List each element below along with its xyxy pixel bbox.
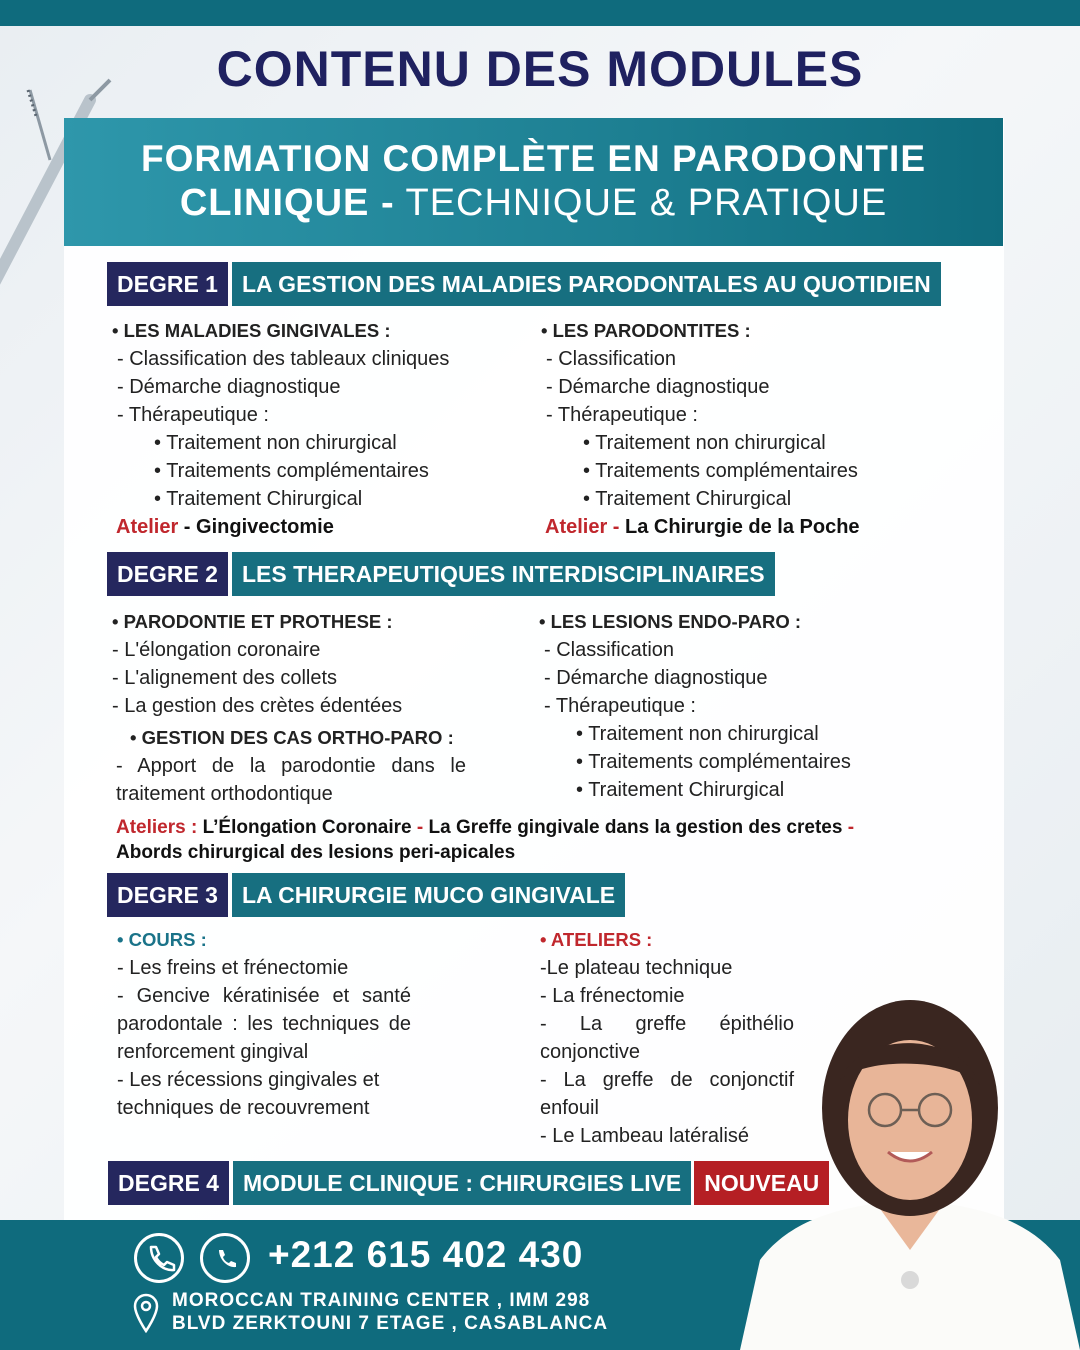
atelier-separator: -	[847, 817, 855, 838]
degree-2-tag: DEGRE 2	[107, 552, 228, 596]
list-item: - La gestion des crètes édentées	[112, 695, 403, 717]
atelier-item: La Greffe gingivale dans la gestion des cretes	[428, 817, 848, 838]
location-pin-icon	[133, 1293, 159, 1333]
sub-item: • Traitement non chirurgical	[583, 432, 826, 454]
sub-item: • Traitements complémentaires	[154, 460, 429, 482]
degree-1-right-heading: • LES PARODONTITES :	[541, 320, 751, 341]
degree-3-cours-column	[117, 926, 411, 1122]
list-item: - La greffe épithélio conjonctive	[540, 1013, 794, 1063]
sub-item: • Traitement Chirurgical	[154, 488, 363, 510]
ateliers-label: Ateliers :	[116, 817, 198, 838]
degree-4-title: MODULE CLINIQUE : CHIRURGIES LIVE	[233, 1161, 691, 1205]
degree-2-left-heading: • PARODONTIE ET PROTHESE :	[112, 611, 393, 632]
degree-4-tag: DEGRE 4	[108, 1161, 229, 1205]
list-item: - Thérapeutique :	[546, 404, 698, 426]
list-item: -Le plateau technique	[540, 957, 733, 979]
degree-1-left-heading: • LES MALADIES GINGIVALES :	[112, 320, 391, 341]
degree-2-header	[107, 552, 775, 596]
degree-2-ateliers	[116, 815, 876, 865]
list-item: - Démarche diagnostique	[117, 376, 341, 398]
list-item: - Le Lambeau latéralisé	[540, 1125, 750, 1147]
list-item: - L'alignement des collets	[112, 667, 338, 689]
list-item: - Classification	[546, 348, 677, 370]
degree-2-left-column	[112, 608, 472, 808]
list-item: - La frénectomie	[540, 985, 685, 1007]
degree-2-left-heading-2: • GESTION DES CAS ORTHO-PARO :	[130, 727, 454, 748]
phone-icon[interactable]	[134, 1233, 184, 1283]
sub-item: • Traitement Chirurgical	[576, 779, 785, 801]
atelier-separator: -	[416, 817, 429, 838]
degree-3-tag: DEGRE 3	[107, 873, 228, 917]
list-item: - Apport de la parodontie dans le traitement orthodontique	[116, 755, 466, 805]
list-item: - La greffe de conjonctif enfouil	[540, 1069, 794, 1119]
ateliers-heading: • ATELIERS :	[540, 929, 653, 950]
banner-line-2-bold: CLINIQUE -	[179, 182, 395, 224]
degree-4-header	[108, 1161, 829, 1205]
degree-2-title: LES THERAPEUTIQUES INTERDISCIPLINAIRES	[232, 552, 775, 596]
top-bar	[0, 0, 1080, 26]
degree-1-title: LA GESTION DES MALADIES PARODONTALES AU QUOTIDIEN	[232, 262, 941, 306]
sub-item: • Traitement Chirurgical	[583, 488, 792, 510]
sub-item: • Traitement non chirurgical	[576, 723, 819, 745]
list-item: - Démarche diagnostique	[546, 376, 770, 398]
list-item: - Démarche diagnostique	[544, 667, 768, 689]
degree-1-right-atelier	[541, 513, 961, 541]
list-item: - Thérapeutique :	[544, 695, 696, 717]
degree-1-left-column	[112, 317, 532, 541]
instructor-portrait	[740, 990, 1080, 1350]
list-item: - Classification	[544, 639, 675, 661]
list-item: - Thérapeutique :	[117, 404, 269, 426]
atelier-label: Atelier -	[545, 516, 626, 538]
whatsapp-icon[interactable]	[200, 1233, 250, 1283]
cours-heading: • COURS :	[117, 929, 207, 950]
course-banner	[64, 118, 1003, 246]
banner-line-2-light: TECHNIQUE & PRATIQUE	[405, 182, 888, 224]
banner-line-1: FORMATION COMPLÈTE EN PARODONTIE	[140, 138, 926, 179]
atelier-label: Atelier	[116, 516, 179, 538]
degree-2-right-heading: • LES LESIONS ENDO-PARO :	[539, 611, 802, 632]
address-line-2: BLVD ZERKTOUNI 7 ETAGE , CASABLANCA	[172, 1313, 609, 1334]
banner-line-2	[64, 182, 1003, 225]
list-item: - Classification des tableaux cliniques	[117, 348, 450, 370]
atelier-item: Abords chirurgical des lesions peri-apicales	[116, 842, 516, 863]
address	[172, 1289, 608, 1335]
page-title: CONTENU DES MODULES	[216, 41, 864, 97]
degree-1-right-column	[541, 317, 961, 541]
degree-1-left-atelier	[112, 513, 532, 541]
atelier-text: La Chirurgie de la Poche	[625, 516, 860, 538]
phone-number[interactable]: +212 615 402 430	[268, 1234, 584, 1275]
atelier-item: L’Élongation Coronaire	[197, 817, 417, 838]
degree-1-header	[107, 262, 941, 306]
list-item: - L'élongation coronaire	[112, 639, 321, 661]
sub-item: • Traitement non chirurgical	[154, 432, 397, 454]
new-badge: NOUVEAU	[694, 1161, 829, 1205]
atelier-separator: -	[178, 516, 197, 538]
list-item: - Les freins et frénectomie	[117, 957, 349, 979]
degree-3-header	[107, 873, 625, 917]
sub-item: • Traitements complémentaires	[576, 751, 851, 773]
list-item: - Gencive kératinisée et santé parodontale : les techniques de renforcement gingival	[117, 985, 411, 1063]
atelier-text: Gingivectomie	[196, 516, 334, 538]
address-line-1: MOROCCAN TRAINING CENTER , IMM 298	[172, 1290, 591, 1311]
list-item: - Les récessions gingivales et techniques de recouvrement	[117, 1069, 380, 1119]
degree-3-title: LA CHIRURGIE MUCO GINGIVALE	[232, 873, 625, 917]
degree-2-right-column	[539, 608, 959, 804]
degree-1-tag: DEGRE 1	[107, 262, 228, 306]
sub-item: • Traitements complémentaires	[583, 460, 858, 482]
